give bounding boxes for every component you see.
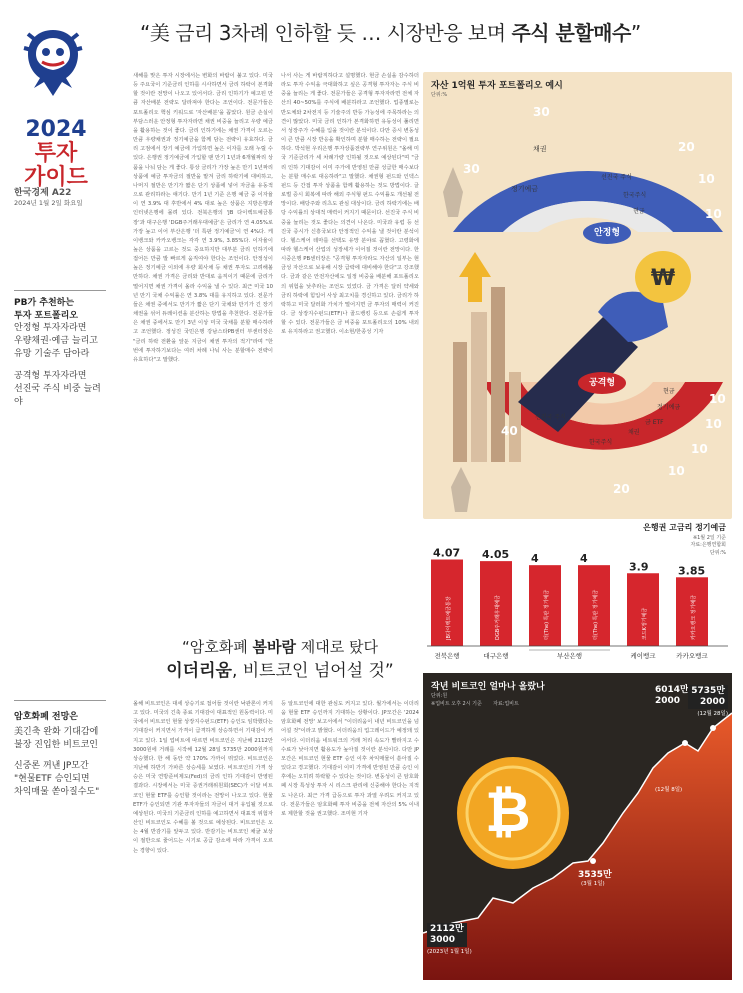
crypto-text-1: 美긴축 완화 기대감에 불장 진입한 비트코인 [14,727,99,750]
deposit-product-name: DGB주거래우대예금 [495,595,501,640]
deposit-bars [423,519,732,666]
btc-unit: 단위:원 [431,693,448,699]
deposit-product-name: 코드K정기예금 [642,607,648,640]
aggressive-value: 10 [668,464,685,478]
btc-start-date: (2023년 1월 1일) [427,949,472,955]
pb-heading: PB가 추천하는 투자 포트폴리오 [14,298,78,321]
deposit-product-name: 카카오뱅크 정기예금 [691,594,697,640]
deposit-bar-value: 3.9 [629,560,649,574]
stable-item: 정기예금 [511,185,539,193]
headline-end: ” [630,21,641,45]
btc-mid-value: 3535만 [578,870,612,880]
h2-plain2: 제대로 탔다 [295,638,378,656]
deposit-chart [423,519,732,666]
btc-mid-date: (3월 1일) [581,881,605,887]
btc-end-value: 5735만 2000 [688,685,728,709]
h2b-bold: 이더리움 [166,661,232,681]
btc-source2: 자료:업비트 [493,701,519,707]
headline-plain: “美 금리 3차례 인하할 듯 … 시장반응 보며 [140,21,512,45]
guide-year: 2024 [25,117,87,142]
stable-value: 20 [678,140,695,154]
aggressive-value: 10 [705,417,722,431]
stable-value: 30 [463,162,480,176]
btc-source: ※업비트 오후 2시 기준 [431,701,482,707]
building [471,312,487,462]
portfolio-unit: 단위:% [431,92,448,98]
deposit-product-name: 더(The) 특판 정기예금 [544,589,550,640]
deposit-bar-value: 4 [531,552,539,566]
h2-plain1: “암호화폐 [182,638,253,656]
portfolio-infographic [423,72,732,519]
sidebar-divider [14,290,106,291]
article2-headline-2 [160,660,400,682]
aggressive-value: 40 [501,424,518,438]
deposit-bar-value: 4.05 [482,548,510,562]
deposit-bar-value: 4.07 [433,546,461,560]
deposit-chart-note: ※1월 2일 기준 [692,535,726,541]
aggressive-value: 10 [691,442,708,456]
aggressive-item: 금 ETF [645,419,664,426]
btc-start-value: 2112만 3000 [427,923,467,947]
deposit-bank-label: 전북은행 [434,652,460,660]
deposit-chart-title: 은행권 고금리 정기예금 [643,523,726,532]
aggressive-value: 10 [709,392,726,406]
btc-point-peak [682,740,688,746]
deposit-bank-label: 부산은행 [556,652,583,660]
deposit-bar-value: 3.85 [678,564,706,578]
paper-meta [14,185,106,207]
h2-bold: 봄바람 [252,638,296,656]
article1-headline [140,17,730,46]
btc-line-graphic [423,673,732,980]
deposit-product-name: JB다이렉트예금통장 [446,596,452,640]
deposit-chart-note2: 자료:은행연합회 [690,542,726,548]
stable-item: 선진국 주식 [601,174,632,181]
building [509,372,521,462]
aggressive-item: 정기예금 [657,404,681,411]
stable-value: 10 [698,172,715,186]
won-symbol-icon: ₩ [650,266,676,291]
portfolio-title: 자산 1억원 투자 포트폴리오 예시 [431,81,563,91]
deposit-chart-unit: 단위:% [709,550,726,556]
btc-end-date: (12월 28일) [697,711,728,717]
aggressive-item: 한국주식 [589,439,613,446]
btc-title: 작년 비트코인 얼마나 올랐나 [431,682,545,692]
stable-value: 30 [533,105,550,119]
building [453,342,467,462]
aggressive-value: 20 [613,482,630,496]
article2-headline-1 [160,636,400,658]
stable-item: 현금 [633,208,645,215]
stable-item: 한국주식 [623,192,647,199]
deposit-bank-label: 카카오뱅크 [676,652,708,660]
deposit-bar-value: 4 [580,552,588,566]
paper-page: 한국경제 A22 [14,188,72,198]
btc-peak-value: 6014만 2000 [655,685,689,706]
sidebar-divider-2 [14,700,106,701]
guide-title: 투자 가이드 [24,141,88,190]
dragon-logo-icon [20,22,86,102]
pb-text-aggressive: 공격형 투자자라면 선진국 주식 비중 늘려야 [14,371,101,407]
pb-text-stable: 안정형 투자자라면 우량채권·예금 늘리고 유망 기술주 담아라 [14,323,98,359]
btc-point-mid [590,858,596,864]
deposit-bank-label: 대구은행 [483,652,509,660]
stable-item: 채권 [533,145,547,153]
btc-chart [423,673,732,980]
btc-point-end [710,725,716,731]
headline-bold: 주식 분할매수 [511,21,631,45]
article2-col1: 올해 비트코인은 대세 상승기로 접어들 것이란 낙관론이 커지고 있다. 미국의 긴축 종료 기대감이 대표적인 원동력이다. 미국에서 비트코인 현물 상장지수펀드(ETF) 승인도 임박했다는 기대감이 커지면서 가격이 급격하게 상승하면서 기대감이 커지고 있다. 1일 업비트에 따르면 비트코인은 지난해 2112만 3000원에 거래를 시작해 12월 28일 5735만 2000원까지 상승했다. 한 해 동안 약 170% 가까이 뛰었다. 비트코인은 지난해 하반기 가파른 상승세를 보였다. 비트코인의 가격 상승은 미국 연방준비제도(Fed)의 금리 인하 기대감이 반영된 결과다. 시장에서는 미국 증권거래위원회(SEC)가 이달 비트코인 현물 ETF를 승인할 것이라는 전망이 나오고 있다. 현물 ETF가 승인되면 기관 투자자들의 자금이 대거 유입될 것으로 예상된다. 미국의 기준금리 인하를 예고하면서 대표적 위험자산인 비트코인도 수혜를 볼 것으로 예상된다. 비트코인은 오는 4월 반감기를 앞두고 있다. 반감기는 비트코인 채굴 보상이 절반으로 줄어드는 시기로 공급 감소에 따라 가격이 오르는 경향이 있다. [133,701,273,854]
h2b-plain: , 비트코인 넘어설 것” [231,661,394,681]
crypto-heading: 암호화폐 전망은 [14,712,78,722]
arrow-up-icon [459,252,491,277]
aggressive-label: 공격형 [578,372,626,394]
crypto-text-2: 신중론 꺼낸 JP모간 "현물ETF 승인되면 차익매물 쏟아질수도" [14,761,100,797]
bitcoin-symbol-icon: ₿ [485,780,531,845]
arrow-shaft [468,276,482,302]
sword-icon [451,467,471,512]
btc-peak-date: (12월 8일) [655,787,683,793]
article1-col1: 새해를 맞은 투자 시장에서는 변화의 바람이 불고 있다. 미국 등 주요국이 기준금리 인하를 시사하면서 금리 하락이 본격화할 것이란 전망이 나오고 있어서다. 금리 인하기가 예고된 만큼 자산배분 전략도 달라져야 한다는 조언이다. 전문가들은 포트폴리오 핵심 키워드로 '자산배분'을 꼽았다. 원금 손실이 부담스러운 안정형 투자자라면 채권 비중을 늘리고 우량 예금을 활용하는 것이 좋다. 금리 인하기에는 채권 가격이 오르는 만큼 우량채권과 정기예금을 함께 담는 전략이 유효하다. 금리 고점에서 장기 예금에 가입하면 높은 이자를 오래 누릴 수 있다. 은행권 정기예금에 가입할 땐 만기 1년과 6개월짜리 상품을 나눠 담는 게 좋다. 통상 금리가 가장 높은 만기 1년짜리 상품에 예금 투자금의 절반을 맡겨 금리 하락기에 대비하고, 나머지 절반은 만기가 짧은 단기 상품에 넣어 자금을 유동적으로 관리하라는 얘기다. 만기 1년 기준 은행 예금 중 이자율이 연 3.9% 대 후반에서 4% 대로 높은 상품은 지방은행과 인터넷은행에 몰려 있다. 전북은행의 'JB 다이렉트예금통장'과 대구은행 'DGB주거래우대예금'은 금리가 연 4.05%로 가장 높고 이어 부산은행 '더 특판 정기예금'이 연 4%다. 케이뱅크와 카카오뱅크는 각각 연 3.9%, 3.85%다. 이자율이 높은 상품을 고르는 것도 중요하지만 대부분 금리 인하기에 접어든 만큼 발 빠르게 움직여야 한다는 조언이다. 안정성이 높은 정기예금 이외에 우량 회사채 등 채권 투자도 고려해볼 만하다. 채권 가격은 금리와 반대로 움직이기 때문에 금리가 떨어지면 채권 가격이 올라 수익을 낼 수 있다. 최근 미국 10년 만기 국채 수익률은 연 3.8% 대를 유지하고 있다. 전문가들은 채권 중에서도 만기가 짧은 단기 국채와 만기가 긴 장기 채권을 섞어 듀레이션을 분산하는 방법을 추천한다. 전문가들은 채권 중에서도 만기 3년 이상 미국 국채를 분할 매수하라고 조언했다. 정성진 국민은행 강남스타PB센터 부센터장은 "금리 하락 전환을 앞둔 지금이 채권 투자의 적기"라며 "한 번에 투자하기보다는 여러 차례 나눠 사는 분할매수 전략이 유효하다"고 말했다. [133,73,273,363]
aggressive-item: 선진국 주식 [535,414,566,421]
stable-value: 10 [705,207,722,221]
article2-col2: 등 알트코인에 대한 관심도 커지고 있다. 월가에서는 이더리움 현물 ETF 승인까지 기대하는 상황이다. JP모간은 '2024 암호화폐 전망' 보고서에서 "이더리움이 내년 비트코인을 넘어설 것"이라고 밝혔다. 이더리움의 업그레이드가 예정돼 있어서다. 이더리움 네트워크의 거래 처리 속도가 빨라지고 수수료가 낮아지면 활용도가 높아질 것이란 분석이다. 다만 JP모간은 비트코인 현물 ETF 승인 이후 차익매물이 쏟아질 수 있다고 경고했다. 기대감이 이미 가격에 반영된 만큼 승인 이후에는 오히려 하락할 수 있다는 것이다. 변동성이 큰 암호화폐 시장 특성상 투자 시 리스크 관리에 신중해야 한다는 지적도 나온다. 최근 가격 급등으로 투자 과열 우려도 커지고 있다. 전문가들은 암호화폐 투자 비중을 전체 자산의 5% 이내로 제한할 것을 권고했다. 조미현 기자 [281,701,419,817]
aggressive-item: 현금 [663,388,675,395]
deposit-bank-label: 케이뱅크 [630,652,656,660]
paper-date: 2024년 1월 2일 화요일 [14,199,83,207]
stable-label: 안정형 [583,222,631,244]
aggressive-item: 채권 [628,429,640,436]
sword-icon [443,167,463,217]
article1-col2: 나서 사는 게 바람직하다고 설명했다. 현금 손실을 감수하더라도 투자 수익을 극대화하고 싶은 공격형 투자자는 주식 비중을 늘리는 게 좋다. 전문가들은 공격형 투자자라면 전체 자산의 40~50%를 주식에 배분하라고 조언했다. 업종별로는 반도체와 2차전지 등 기술주의 반등 가능성에 주목하라는 의견이 많았다. 미국 금리 인하가 본격화하면 유동성이 풀리면서 성장주가 수혜를 입을 것이란 분석이다. 다만 증시 변동성이 큰 만큼 시장 반응을 확인하며 분할 매수하는 전략이 필요하다. 박석현 우리은행 투자상품전략부 연구위원은 "올해 미국 기준금리가 세 차례가량 인하될 것으로 예상된다"며 "금리 인하 기대감이 이미 주가에 반영된 만큼 성급한 매수보다는 분할 매수로 대응하라"고 말했다. 채권형 펀드와 인덱스 펀드 등 간접 투자 상품을 함께 활용하는 것도 방법이다. 글로벌 증시 회복에 따라 해외 주식형 펀드 수익률도 개선될 전망이다. 배당주와 리츠도 관심 대상이다. 금리 하락기에는 배당 수익률의 상대적 매력이 커지기 때문이다. 선진국 주식 비중을 늘리는 것도 좋다는 의견이 나온다. 미국과 유럽 등 선진국 증시가 신흥국보다 안정적인 수익을 낼 것이란 분석이다. 헬스케어 테마를 선택도 유망 분야로 꼽혔다. 고령화에 따라 헬스케어 산업의 성장세가 이어질 것이란 전망이다. 한 시중은행 PB센터장은 "공격형 투자자라도 자산의 일부는 현금성 자산으로 보유해 시장 급락에 대비해야 한다"고 강조했다. 금과 같은 안전자산에도 일정 비중을 배분해 포트폴리오의 위험을 낮추라는 조언도 있었다. 금 가격은 달러 약세와 금리 하락에 힘입어 사상 최고치를 경신하고 있다. 금리가 하락하고 미국 달러화 가치가 떨어지면 금 투자의 매력이 커진다. 금 상장지수펀드(ETF)나 골드뱅킹 등으로 손쉽게 투자할 수 있다. 전문가들은 금 비중을 포트폴리오의 10% 내외로 유지하라고 권고했다. 이소현/한종성 기자 [281,73,419,336]
deposit-product-name: 더(The) 특판 정기예금 [593,589,599,640]
